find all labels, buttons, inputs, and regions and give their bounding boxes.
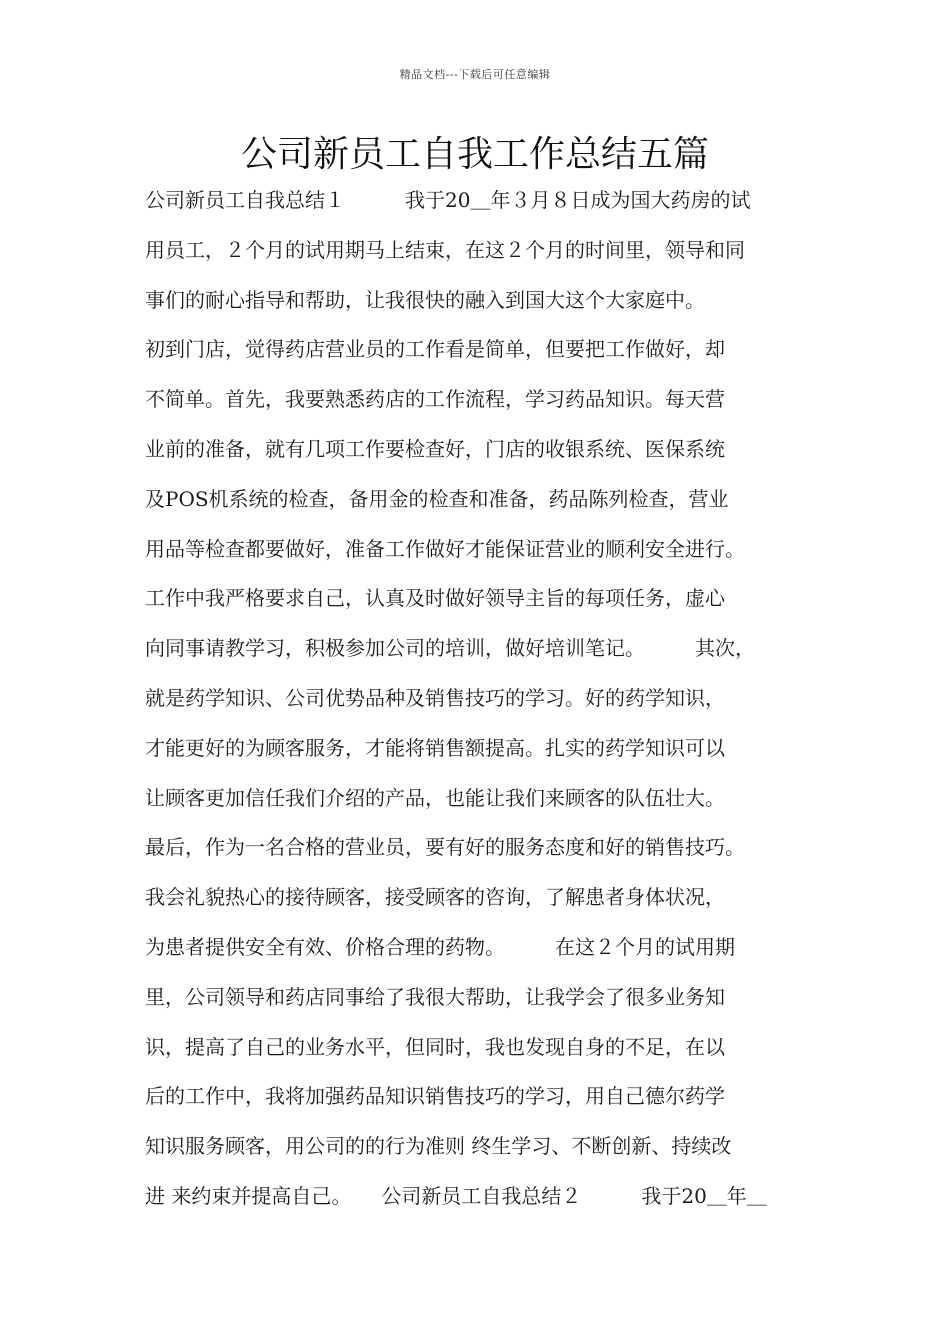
body-line: 事们的耐心指导和帮助，让我很快的融入到国大这个大家庭中。 xyxy=(145,287,705,312)
document-body xyxy=(145,180,825,1226)
body-line: 知识服务顾客，用公司的的行为准则 终生学习、不断创新、持续改 xyxy=(145,1134,732,1159)
body-line: 不简单。首先，我要熟悉药店的工作流程，学习药品知识。每天营 xyxy=(145,387,725,412)
body-line: 让顾客更加信任我们介绍的产品，也能让我们来顾客的队伍壮大。 xyxy=(145,785,725,810)
body-line: 后的工作中，我将加强药品知识销售技巧的学习，用自己德尔药学 xyxy=(145,1084,725,1109)
page-header: 精品文档---下载后可任意编辑 xyxy=(399,68,551,81)
body-line: 我会礼貌热心的接待顾客，接受顾客的咨询，了解患者身体状况， xyxy=(145,885,725,910)
body-line: 用员工，２个月的试用期马上结束，在这２个月的时间里，领导和同 xyxy=(145,237,745,262)
body-line: 才能更好的为顾客服务，才能将销售额提高。扎实的药学知识可以 xyxy=(145,735,725,760)
body-line: 里，公司领导和药店同事给了我很大帮助，让我学会了很多业务知 xyxy=(145,984,725,1009)
body-line: 及POS机系统的检查，备用金的检查和准备，药品陈列检查，营业 xyxy=(145,486,729,511)
document-title: 公司新员工自我工作总结五篇 xyxy=(240,134,709,175)
body-line: 就是药学知识、公司优势品种及销售技巧的学习。好的药学知识， xyxy=(145,685,725,710)
body-line: 最后，作为一名合格的营业员，要有好的服务态度和好的销售技巧。 xyxy=(145,835,745,860)
body-line: 初到门店，觉得药店营业员的工作看是简单，但要把工作做好，却 xyxy=(145,337,725,362)
body-line: 用品等检查都要做好，准备工作做好才能保证营业的顺利安全进行。 xyxy=(145,536,745,561)
body-line: 进 来约束并提高自己。 公司新员工自我总结２ 我于20＿年＿ xyxy=(145,1183,767,1208)
body-line: 为患者提供安全有效、价格合理的药物。 在这２个月的试用期 xyxy=(145,934,735,959)
body-line: 工作中我严格要求自己，认真及时做好领导主旨的每项任务，虚心 xyxy=(145,586,725,611)
body-line: 公司新员工自我总结１ 我于20＿年３月８日成为国大药房的试 xyxy=(145,188,751,212)
body-line: 识，提高了自己的业务水平，但同时，我也发现自身的不足，在以 xyxy=(145,1034,725,1059)
body-line: 业前的准备，就有几项工作要检查好，门店的收银系统、医保系统 xyxy=(145,436,725,461)
body-line: 向同事请教学习，积极参加公司的培训，做好培训笔记。 其次， xyxy=(145,636,755,661)
